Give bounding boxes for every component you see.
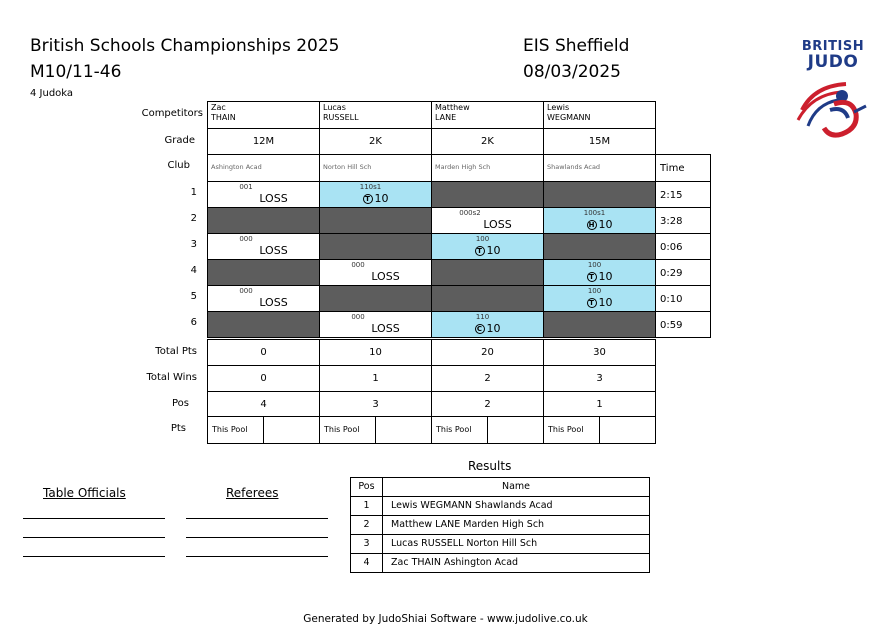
loss-result — [208, 192, 319, 205]
referee-signature-line — [186, 518, 328, 519]
pts-pool-label: This Pool — [436, 425, 472, 434]
competitor-first-name: Matthew — [435, 103, 470, 112]
competitors-label: Competitors — [141, 108, 203, 119]
referee-signature-line — [186, 537, 328, 538]
total-wins-cell — [207, 365, 320, 392]
total-wins-value: 1 — [372, 373, 379, 384]
match-cell-dark — [431, 285, 544, 312]
competitor-name — [435, 103, 470, 123]
footer-credit: Generated by JudoShiai Software - www.judolive.co.uk — [303, 613, 588, 625]
total-wins-cell — [319, 365, 432, 392]
match-time: 2:15 — [660, 190, 683, 201]
match-cell-dark — [319, 285, 432, 312]
total-pts-cell — [543, 339, 656, 366]
total-wins-label: Total Wins — [146, 372, 197, 383]
total-wins-cell — [543, 365, 656, 392]
venue-label: EIS Sheffield — [523, 36, 630, 56]
match-time-cell — [655, 181, 711, 208]
competitor-last-name: RUSSELL — [323, 113, 359, 122]
judoka-count: 4 Judoka — [30, 88, 74, 99]
win-result — [320, 192, 431, 205]
results-title: Results — [468, 459, 512, 473]
match-cell-dark — [431, 181, 544, 208]
match-score: 110 — [475, 313, 490, 321]
pts-divider — [263, 417, 264, 443]
match-cell-dark — [207, 207, 320, 234]
match-score: 001 — [239, 183, 253, 191]
club-value: Shawlands Acad — [547, 163, 601, 171]
match-cell-loss — [431, 207, 544, 234]
pos-cell — [319, 391, 432, 417]
match-cell-dark — [543, 311, 656, 338]
competitor-name-cell — [431, 101, 544, 129]
result-value: 10 — [598, 218, 613, 231]
match-cell-win — [319, 181, 432, 208]
match-cell-dark — [319, 207, 432, 234]
total-wins-value: 0 — [260, 373, 267, 384]
match-score: 100 — [475, 235, 490, 243]
results-name: Matthew LANE Marden High Sch — [382, 515, 650, 535]
loss-result — [208, 296, 319, 309]
grade-label: Grade — [164, 135, 195, 146]
official-signature-line — [23, 537, 165, 538]
official-signature-line — [23, 518, 165, 519]
technique-badge-icon: T — [587, 298, 597, 308]
club-value: Marden High Sch — [435, 163, 491, 171]
match-cell-dark — [319, 233, 432, 260]
win-result — [544, 218, 655, 231]
match-score: 000s2 — [459, 209, 481, 217]
pts-divider — [375, 417, 376, 443]
pos-cell — [207, 391, 320, 417]
technique-badge-icon: T — [475, 246, 485, 256]
match-score: 000 — [351, 313, 365, 321]
match-cell-win — [431, 311, 544, 338]
grade-value: 2K — [481, 136, 494, 147]
event-date: 08/03/2025 — [523, 62, 621, 82]
pos-cell — [543, 391, 656, 417]
match-number: 3 — [190, 239, 197, 250]
match-cell-loss — [319, 259, 432, 286]
competitor-first-name: Lewis — [547, 103, 570, 112]
match-number: 2 — [190, 213, 197, 224]
match-cell-loss — [207, 181, 320, 208]
match-score: 100s1 — [583, 209, 606, 217]
loss-result — [320, 270, 431, 283]
pool-pts-cell — [543, 416, 656, 444]
match-score: 000 — [351, 261, 365, 269]
result-value: 10 — [374, 192, 389, 205]
total-wins-cell — [431, 365, 544, 392]
result-value: LOSS — [259, 296, 288, 309]
match-cell-dark — [207, 311, 320, 338]
referees-title: Referees — [226, 486, 279, 500]
logo-line1: BRITISH — [801, 39, 865, 54]
technique-badge-icon: H — [587, 220, 597, 230]
result-value: LOSS — [371, 322, 400, 335]
result-value: 10 — [486, 244, 501, 257]
grade-cell — [207, 128, 320, 155]
match-cell-loss — [207, 233, 320, 260]
result-value: LOSS — [259, 244, 288, 257]
match-number: 4 — [190, 265, 197, 276]
match-score: 100 — [587, 261, 602, 269]
grade-value: 15M — [588, 136, 611, 147]
total-pts-value: 0 — [260, 347, 267, 358]
match-time-cell — [655, 233, 711, 260]
total-pts-value: 30 — [593, 347, 606, 358]
pts-label: Pts — [170, 423, 186, 434]
results-pos: 2 — [350, 515, 383, 535]
club-cell — [319, 154, 432, 182]
referee-signature-line — [186, 556, 328, 557]
competitor-first-name: Zac — [211, 103, 226, 112]
win-result — [544, 296, 655, 309]
time-header: Time — [660, 163, 685, 174]
match-time: 0:59 — [660, 320, 683, 331]
result-value: LOSS — [259, 192, 288, 205]
grade-cell — [319, 128, 432, 155]
pos-value: 4 — [260, 399, 267, 410]
match-cell-dark — [207, 259, 320, 286]
pos-label: Pos — [171, 398, 189, 409]
match-time-cell — [655, 259, 711, 286]
total-pts-label: Total Pts — [155, 346, 197, 357]
technique-badge-icon: C — [475, 324, 485, 334]
competitor-name — [211, 103, 236, 123]
competitor-name-cell — [319, 101, 432, 129]
results-pos: 1 — [350, 496, 383, 516]
result-value: LOSS — [483, 218, 512, 231]
loss-result — [320, 322, 431, 335]
pts-pool-label: This Pool — [212, 425, 248, 434]
pos-cell — [431, 391, 544, 417]
total-pts-cell — [431, 339, 544, 366]
match-score: 000 — [239, 235, 253, 243]
results-pos-header: Pos — [350, 477, 383, 497]
match-cell-dark — [431, 259, 544, 286]
pts-divider — [599, 417, 600, 443]
total-wins-value: 2 — [484, 373, 491, 384]
match-score: 100 — [587, 287, 602, 295]
pool-pts-cell — [431, 416, 544, 444]
win-result — [432, 244, 543, 257]
result-value: 10 — [486, 322, 501, 335]
result-value: LOSS — [371, 270, 400, 283]
match-time: 3:28 — [660, 216, 683, 227]
grade-cell — [543, 128, 656, 155]
total-pts-cell — [207, 339, 320, 366]
total-pts-value: 10 — [369, 347, 382, 358]
competitor-last-name: LANE — [435, 113, 457, 122]
logo-line2: JUDO — [807, 52, 859, 72]
total-wins-value: 3 — [596, 373, 603, 384]
time-header-cell — [655, 154, 711, 182]
results-name: Lucas RUSSELL Norton Hill Sch — [382, 534, 650, 554]
pts-divider — [487, 417, 488, 443]
win-result — [432, 322, 543, 335]
results-pos: 3 — [350, 534, 383, 554]
pts-pool-label: This Pool — [548, 425, 584, 434]
match-time-cell — [655, 311, 711, 338]
loss-result — [432, 218, 543, 231]
result-value: 10 — [598, 270, 613, 283]
match-cell-win — [543, 207, 656, 234]
match-time-cell — [655, 285, 711, 312]
pos-value: 3 — [372, 399, 379, 410]
match-cell-loss — [319, 311, 432, 338]
pool-pts-cell — [319, 416, 432, 444]
grade-value: 12M — [252, 136, 275, 147]
club-cell — [431, 154, 544, 182]
match-score: 000 — [239, 287, 253, 295]
match-cell-dark — [543, 181, 656, 208]
match-cell-win — [431, 233, 544, 260]
match-time-cell — [655, 207, 711, 234]
pts-pool-label: This Pool — [324, 425, 360, 434]
match-score: 110s1 — [359, 183, 382, 191]
competitor-name-cell — [207, 101, 320, 129]
competitor-name-cell — [543, 101, 656, 129]
result-value: 10 — [598, 296, 613, 309]
competitor-last-name: WEGMANN — [547, 113, 591, 122]
results-name-header: Name — [382, 477, 650, 497]
competitor-last-name: THAIN — [211, 113, 236, 122]
judo-figure-icon — [794, 76, 872, 142]
results-name: Lewis WEGMANN Shawlands Acad — [382, 496, 650, 516]
pool-pts-cell — [207, 416, 320, 444]
pos-value: 1 — [596, 399, 603, 410]
total-pts-cell — [319, 339, 432, 366]
match-number: 6 — [190, 317, 197, 328]
club-cell — [543, 154, 656, 182]
competitor-name — [323, 103, 359, 123]
match-cell-dark — [543, 233, 656, 260]
grade-cell — [431, 128, 544, 155]
official-signature-line — [23, 556, 165, 557]
grade-value: 2K — [369, 136, 382, 147]
loss-result — [208, 244, 319, 257]
pos-value: 2 — [484, 399, 491, 410]
win-result — [544, 270, 655, 283]
club-value: Norton Hill Sch — [323, 163, 372, 171]
club-cell — [207, 154, 320, 182]
results-pos: 4 — [350, 553, 383, 573]
technique-badge-icon: T — [363, 194, 373, 204]
club-label: Club — [167, 160, 190, 171]
table-officials-title: Table Officials — [43, 486, 126, 500]
competitor-first-name: Lucas — [323, 103, 346, 112]
match-time: 0:29 — [660, 268, 683, 279]
match-time: 0:10 — [660, 294, 683, 305]
competitor-name — [547, 103, 591, 123]
match-number: 5 — [190, 291, 197, 302]
category-label: M10/11-46 — [30, 62, 122, 82]
match-cell-win — [543, 259, 656, 286]
match-cell-loss — [207, 285, 320, 312]
technique-badge-icon: T — [587, 272, 597, 282]
match-cell-win — [543, 285, 656, 312]
event-title: British Schools Championships 2025 — [30, 36, 340, 56]
total-pts-value: 20 — [481, 347, 494, 358]
club-value: Ashington Acad — [211, 163, 262, 171]
match-number: 1 — [190, 187, 197, 198]
british-judo-logo — [796, 40, 870, 70]
results-name: Zac THAIN Ashington Acad — [382, 553, 650, 573]
match-time: 0:06 — [660, 242, 683, 253]
